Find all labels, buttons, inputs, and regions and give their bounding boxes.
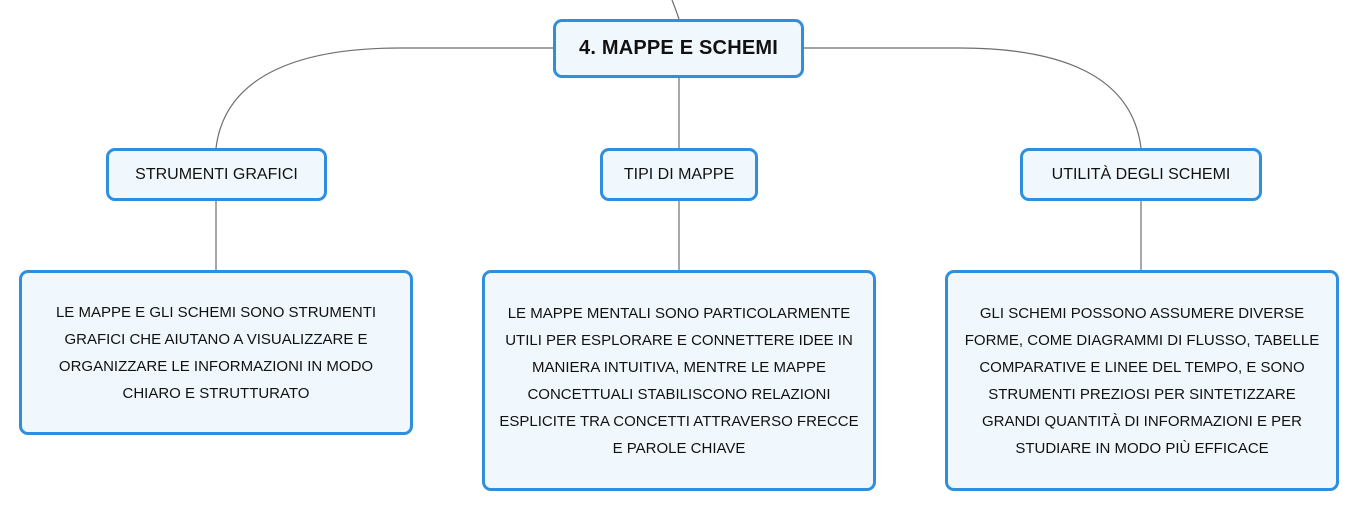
branch-node-tipi-di-mappe[interactable] [600,148,758,201]
connector-root-to-utilita-degli-schemi [804,48,1141,148]
branch-node-strumenti-grafici[interactable] [106,148,327,201]
detail-node-text: LE MAPPE E GLI SCHEMI SONO STRUMENTI GRAFICI CHE AIUTANO A VISUALIZZARE E ORGANIZZARE LE INFORMAZIONI IN MODO CHIARO E STRUTTURATO [55,303,377,402]
detail-node-tipi-di-mappe[interactable] [482,270,876,491]
branch-node-label: STRUMENTI GRAFICI [135,165,298,183]
detail-node-strumenti-grafici[interactable] [19,270,413,435]
branch-node-label: UTILITÀ DEGLI SCHEMI [1051,165,1231,183]
detail-node-utilita-degli-schemi[interactable] [945,270,1339,491]
connector-root-to-strumenti-grafici [216,48,553,148]
branch-node-utilita-degli-schemi[interactable] [1020,148,1262,201]
detail-node-text: GLI SCHEMI POSSONO ASSUMERE DIVERSE FORME, COME DIAGRAMMI DI FLUSSO, TABELLE COMPARATIVE E LINEE DEL TEMPO, E SONO STRUMENTI PREZIOSI PER SINTETIZZARE GRANDI QUANTITÀ DI INFORMAZIONI E PER STUDIARE IN MODO PIÙ EFFICACE [964,304,1320,457]
root-node-label: 4. MAPPE E SCHEMI [579,37,778,59]
detail-node-text: LE MAPPE MENTALI SONO PARTICOLARMENTE UTILI PER ESPLORARE E CONNETTERE IDEE IN MANIERA INTUITIVA, MENTRE LE MAPPE CONCETTUALI STABILISCONO RELAZIONI ESPLICITE TRA CONCETTI ATTRAVERSO FRECCE E PAROLE CHIAVE [499,304,859,457]
connector-parent-to-root [672,0,679,19]
branch-node-label: TIPI DI MAPPE [623,165,735,183]
root-node[interactable] [553,19,804,78]
